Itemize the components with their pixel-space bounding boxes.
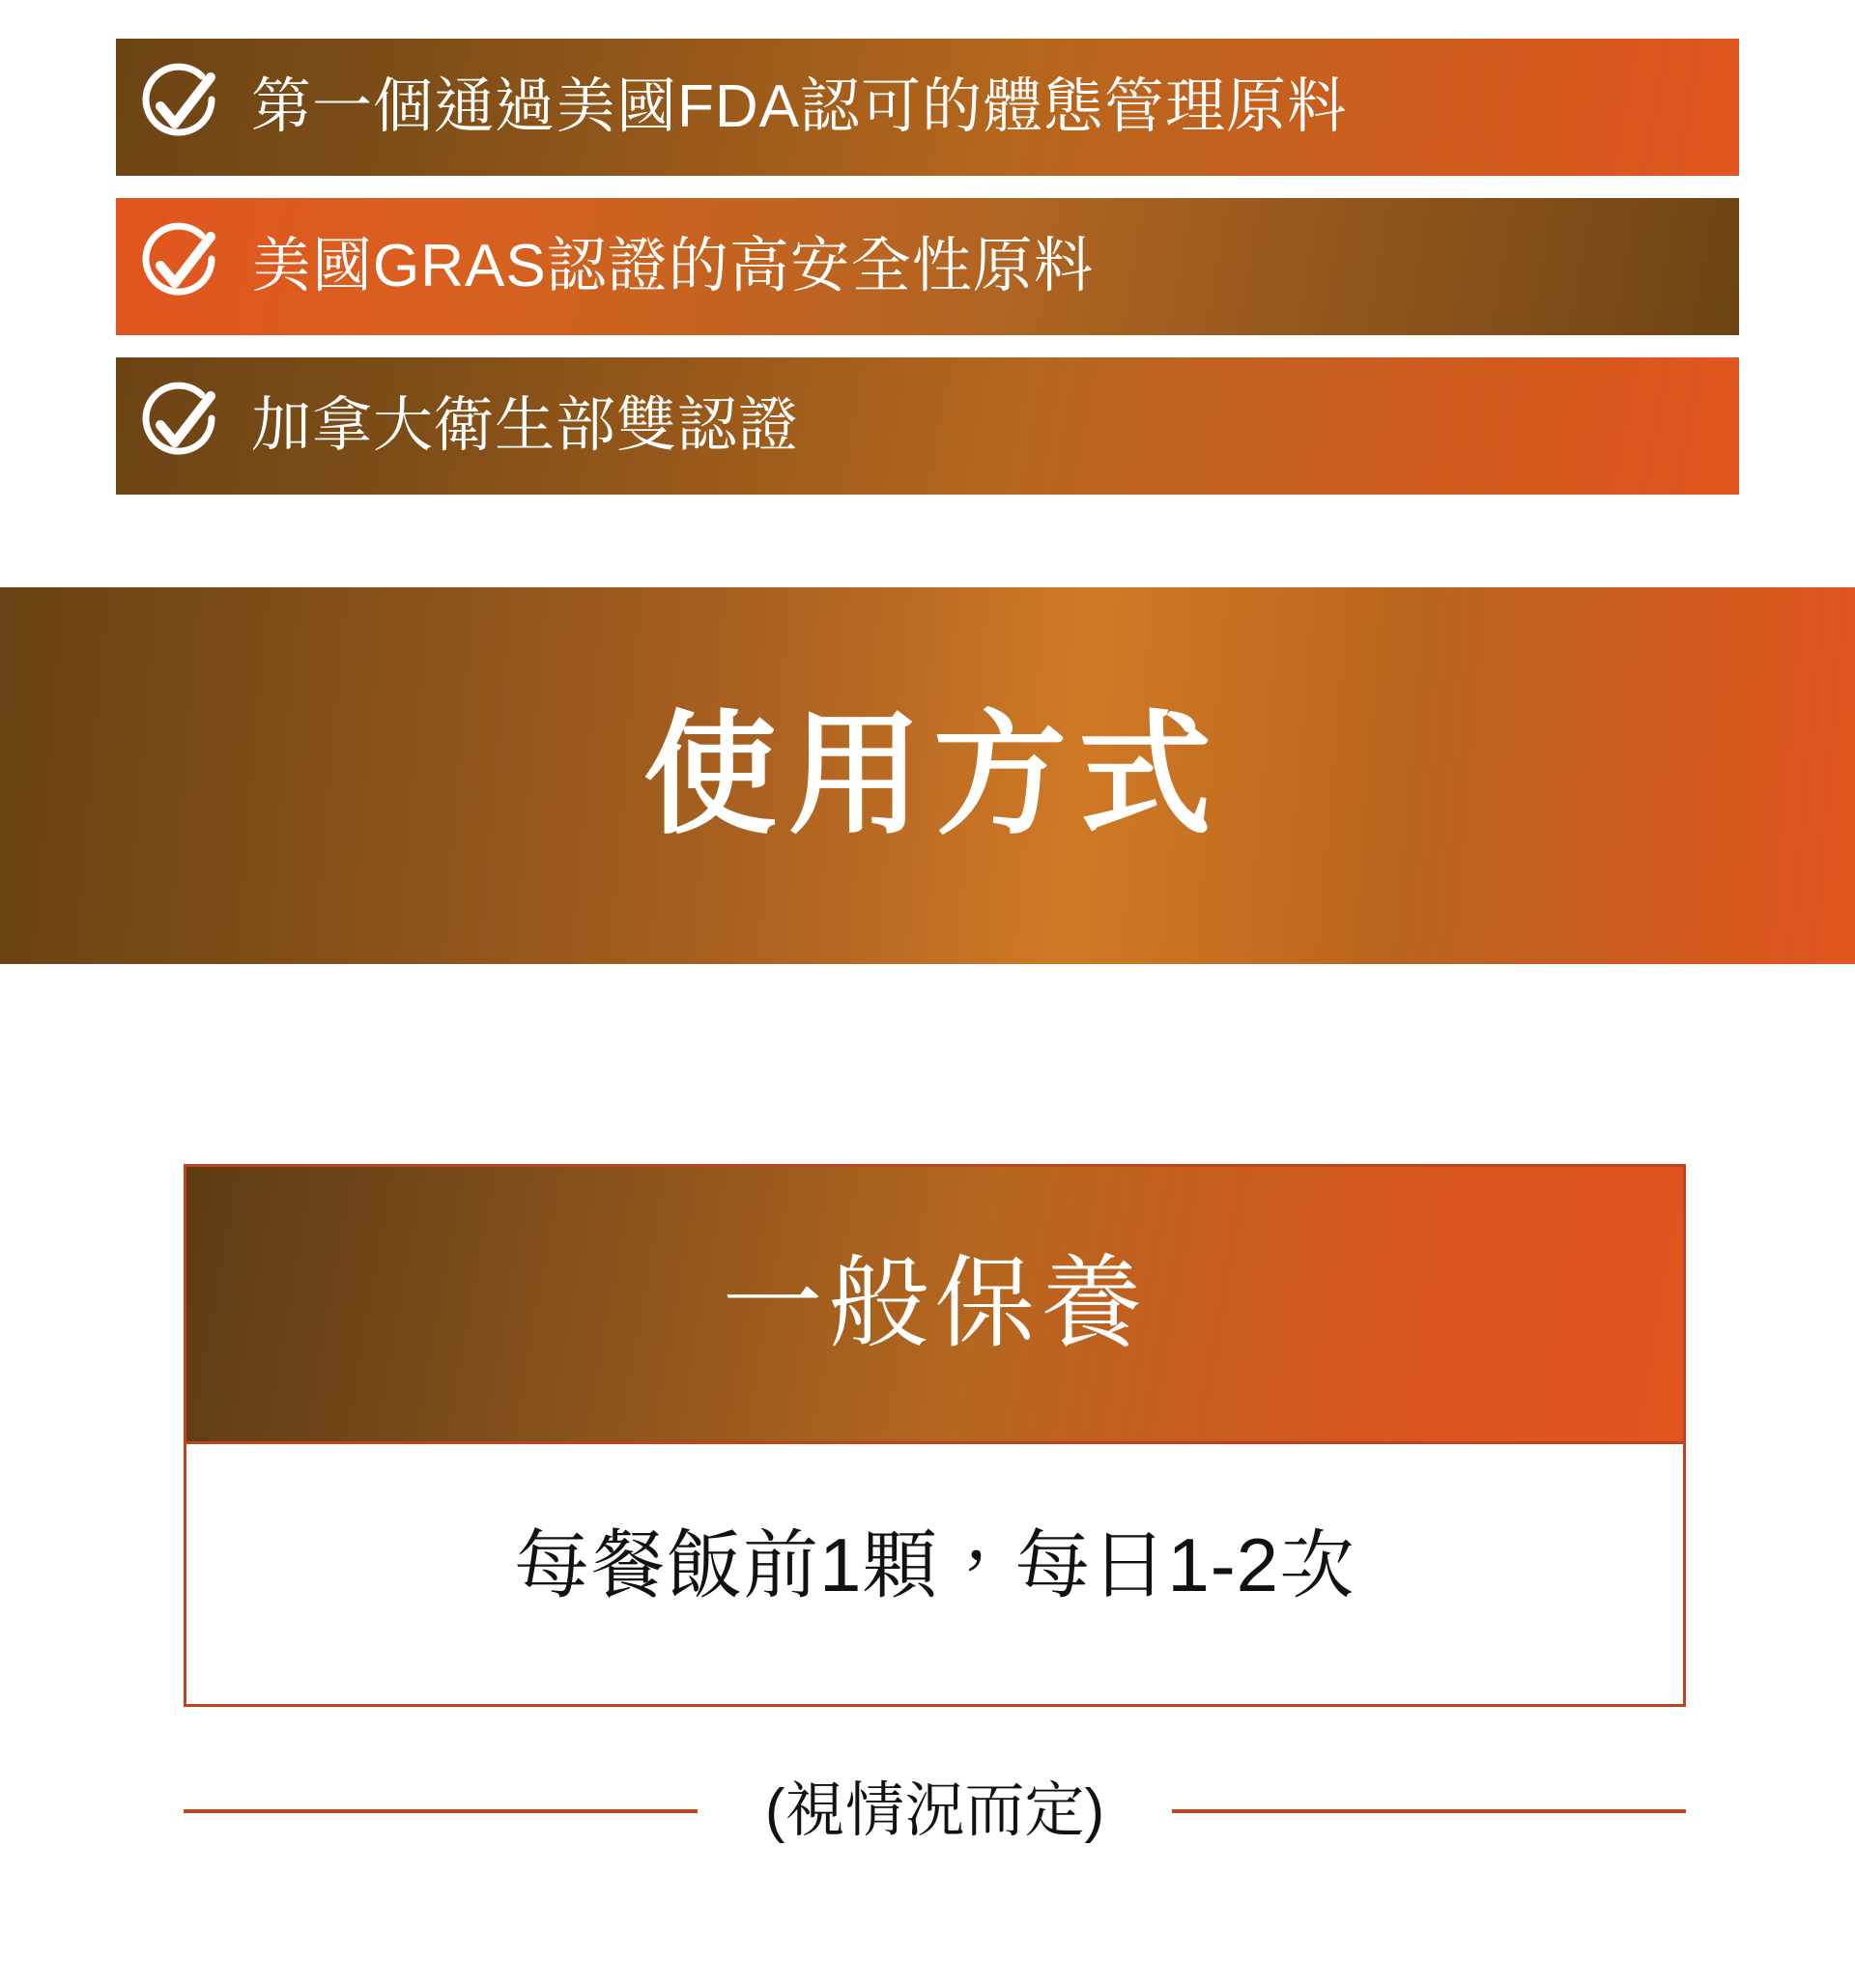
feature-bar-1 <box>116 39 1739 176</box>
usage-footnote-text: (視情況而定) <box>764 1777 1105 1844</box>
divider-left <box>184 1809 698 1813</box>
usage-card-header <box>184 1164 1686 1444</box>
feature-label: 第一個通過美國FDA認可的體態管理原料 <box>251 73 1349 140</box>
usage-instruction-text: 每餐飯前1顆，每日1-2次 <box>513 1521 1356 1607</box>
feature-bar-2 <box>116 198 1739 335</box>
usage-card-title: 一般保養 <box>722 1248 1148 1360</box>
check-circle-icon <box>116 222 242 311</box>
check-circle-icon <box>116 63 242 152</box>
feature-label: 美國GRAS認證的高安全性原料 <box>251 233 1095 299</box>
section-title: 使用方式 <box>642 701 1223 850</box>
usage-card-body <box>184 1444 1686 1707</box>
section-banner <box>0 587 1855 964</box>
check-circle-icon <box>116 382 242 470</box>
feature-bar-3 <box>116 357 1739 495</box>
usage-footnote <box>184 1768 1686 1855</box>
feature-list <box>116 39 1739 517</box>
feature-label: 加拿大衛生部雙認證 <box>251 392 800 459</box>
divider-right <box>1172 1809 1686 1813</box>
usage-card <box>184 1164 1686 1707</box>
